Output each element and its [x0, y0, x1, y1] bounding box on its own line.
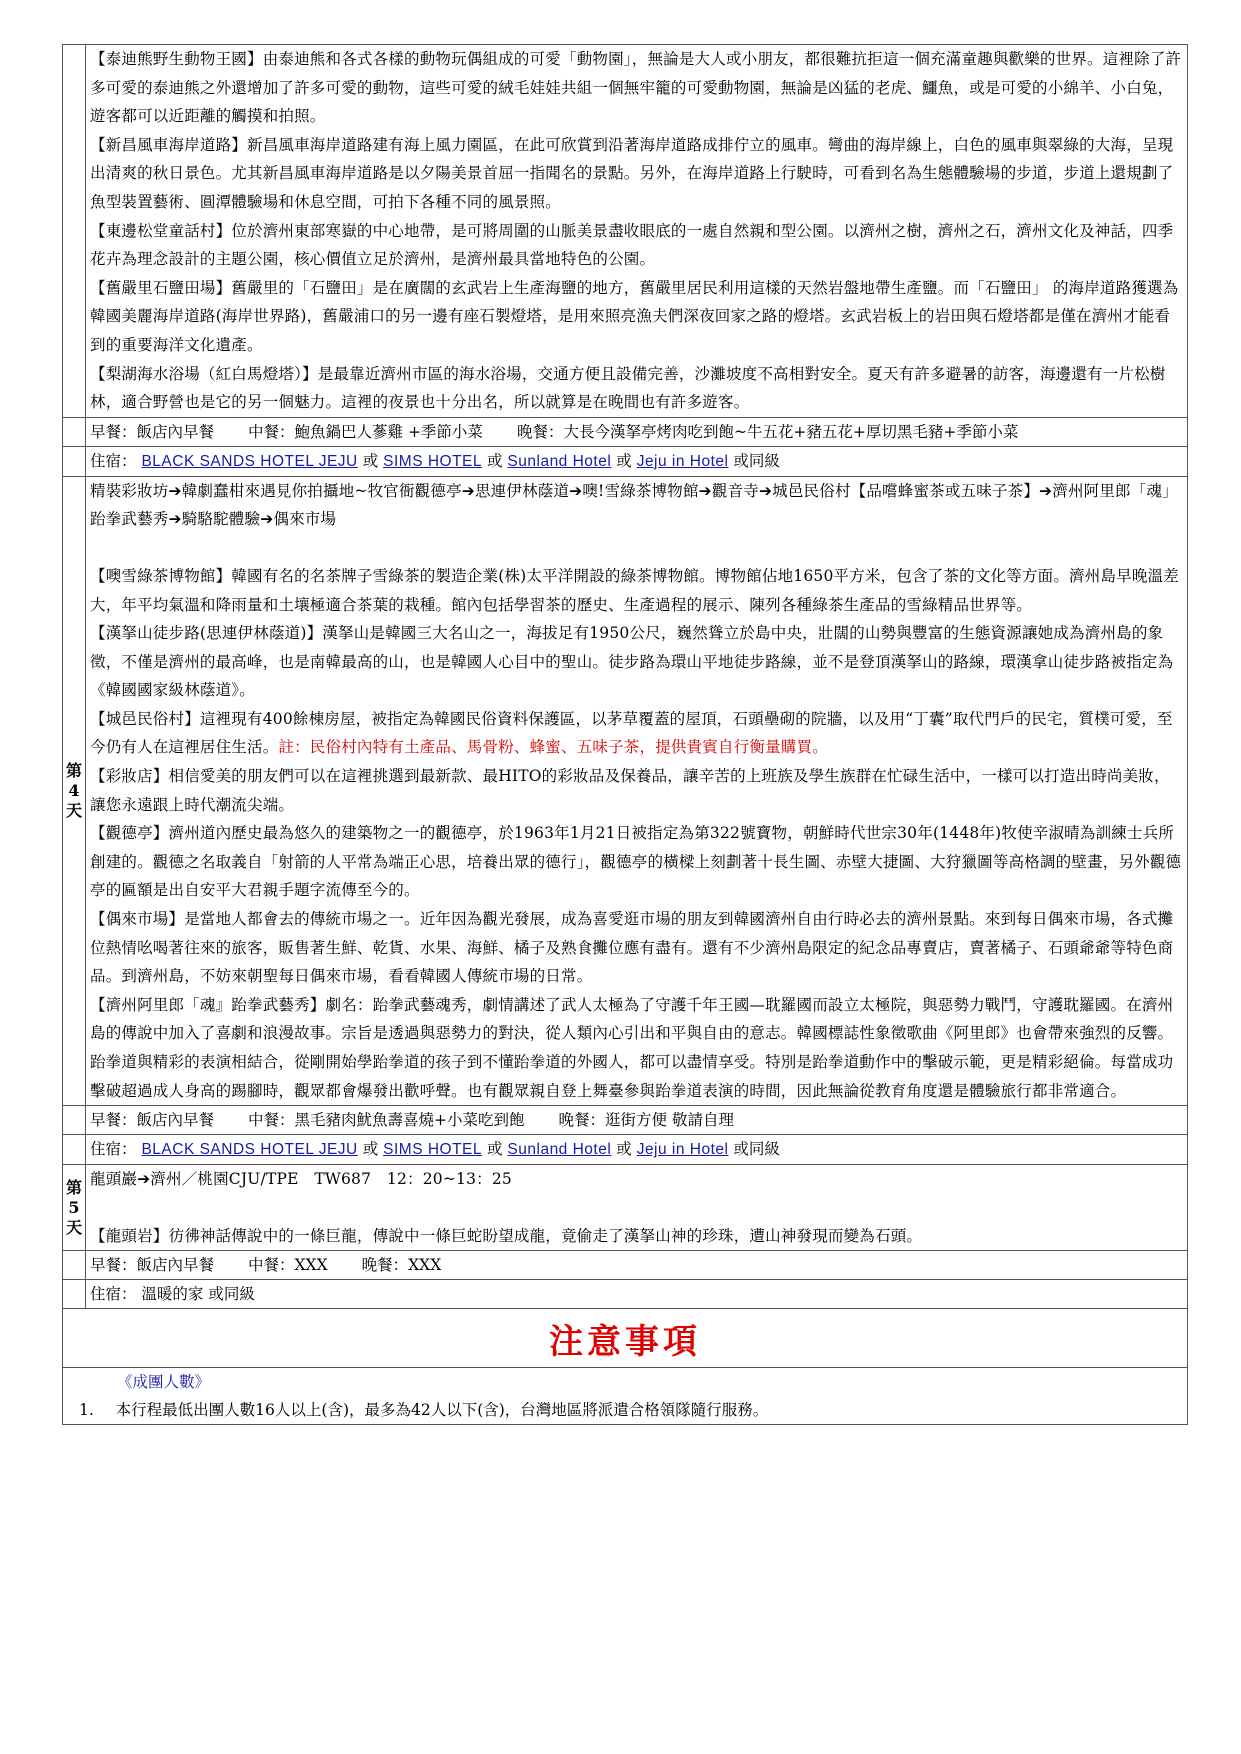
day4-meals — [86, 1106, 1188, 1135]
day5-content-row — [63, 1165, 1188, 1251]
attraction-teddy-bear: 【泰迪熊野生動物王國】由泰迪熊和各式各樣的動物玩偶組成的可愛「動物園」，無論是大人或小朋友，都很難抗拒這一個充滿童趣與歡樂的世界。這裡除了許多可愛的泰迪熊之外還增加了許多可愛的動物，這些可愛的絨毛娃娃共組一個無牢籠的可愛動物園，無論是凶猛的老虎、鱷魚，或是可愛的小綿羊、小白兔，遊客都可以近距離的觸摸和拍照。 — [90, 50, 1182, 126]
day3-content-row — [63, 45, 1188, 418]
day3-meals-row — [63, 417, 1188, 446]
notice-item-1: 1. 本行程最低出團人數16人以上(含)，最多為42人以下(含)，台灣地區將派遣合格領隊隨行服務。 — [79, 1401, 769, 1420]
day5-content — [86, 1165, 1188, 1251]
dinner: 晚餐：大長今漢拏亭烤肉吃到飽~牛五花+豬五花+厚切黑毛豬+季節小菜 — [516, 422, 1019, 441]
hotel-link-jeju-in[interactable]: Jeju in Hotel — [636, 452, 729, 470]
day5-route: 龍頭巖➔濟州／桃園CJU/TPE TW687 12：20~13：25 — [90, 1170, 512, 1189]
day5-meals — [86, 1251, 1188, 1280]
notice-body — [63, 1368, 1188, 1425]
attraction-olle-market: 【偶來市場】是當地人都會去的傳統市場之一。近年因為觀光發展，成為喜愛逛市場的朋友到韓國濟州自由行時必去的濟州景點。來到每日偶來市場，各式攤位熱情吆喝著往來的旅客，販售著生鮮、乾貨、水果、海鮮、橘子及熟食攤位應有盡有。還有不少濟州島限定的紀念品專賣店，賣著橘子、石頭爺爺等特色商品。到濟州島，不妨來朝聖每日偶來市場，看看韓國人傳統市場的日常。 — [90, 910, 1174, 986]
attraction-windmill-coast: 【新昌風車海岸道路】新昌風車海岸道路建有海上風力園區，在此可欣賞到沿著海岸道路成排佇立的風車。彎曲的海岸線上，白色的風車與翠綠的大海，呈現出清爽的秋日景色。尤其新昌風車海岸道路是以夕陽美景首屈一指聞名的景點。另外，在海岸道路上行駛時，可看到名為生態體驗場的步道，步道上還規劃了魚型裝置藝術、圓潭體驗場和休息空間，可拍下各種不同的風景照。 — [90, 135, 1174, 211]
hotel-link-sims[interactable]: SIMS HOTEL — [383, 1141, 483, 1159]
lunch: 中餐：黑毛豬肉魷魚壽喜燒+小菜吃到飽 — [248, 1111, 525, 1130]
attraction-seongeup-village: 【城邑民俗村】這裡現有400餘棟房屋，被指定為韓國民俗資料保護區，以茅草覆蓋的屋頂，石頭壘砌的院牆，以及用“丁囊”取代門戶的民宅，質樸可愛，至今仍有人在這裡居住生活。註：民俗村內特有土產品、馬骨粉、蜂蜜、五味子茶，提供貴賓自行衡量購買。 — [90, 709, 1173, 757]
breakfast: 早餐：飯店內早餐 — [90, 1256, 215, 1275]
attraction-iho-beach: 【梨湖海水浴場（紅白馬燈塔）】是最靠近濟州市區的海水浴場，交通方便且設備完善，沙灘坡度不高相對安全。夏天有許多避暑的訪客，海邊還有一片松樹林，適合野營也是它的另一個魅力。這裡的夜景也十分出名，所以就算是在晚間也有許多遊客。 — [90, 364, 1166, 412]
hotel-link-sunland[interactable]: Sunland Hotel — [507, 452, 612, 470]
day4-route: 精裝彩妝坊➔韓劇蠢柑來遇見你拍攝地~牧官衙觀德亭➔思連伊林蔭道➔噢!雪綠茶博物館➔觀音寺➔城邑民俗村【品嚐蜂蜜茶或五味子茶】➔濟州阿里郎「魂」跆拳武藝秀➔騎駱駝體驗➔偶來市場 — [90, 481, 1178, 529]
attraction-yongduam: 【龍頭岩】彷彿神話傳說中的一條巨龍，傳說中一條巨蛇盼望成龍，竟偷走了漢拏山神的珍珠，遭山神發現而變為石頭。 — [90, 1226, 923, 1245]
hotel-link-sims[interactable]: SIMS HOTEL — [383, 452, 483, 470]
day4-label: 第 4 天 — [63, 476, 86, 1105]
day3-hotel: 住宿： BLACK SANDS HOTEL JEJU 或 SIMS HOTEL 或 Sunland Hotel 或 Jeju in Hotel 或同級 — [86, 446, 1188, 476]
day5-hotel-row — [63, 1280, 1188, 1309]
day4-content — [86, 476, 1188, 1105]
attraction-taekwondo-show: 【濟州阿里郎「魂』跆拳武藝秀】劇名：跆拳武藝魂秀，劇情講述了武人太極為了守護千年王國—耽羅國而設立太極院，與惡勢力戰鬥，守護耽羅國。在濟州島的傳說中加入了喜劇和浪漫故事。宗旨是透過與惡勢力的對決，從人類內心引出和平與自由的意志。韓國標誌性象徵歌曲《阿里郎》也會帶來強烈的反響。跆拳道與精彩的表演相結合，從剛開始學跆拳道的孩子到不懂跆拳道的外國人，都可以盡情享受。特別是跆拳道動作中的擊破示範，更是精彩絕倫。每當成功擊破超過成人身高的踢腳時，觀眾都會爆發出歡呼聲。也有觀眾親自登上舞臺參與跆拳道表演的時間，因此無論從教育角度還是體驗旅行都非常適合。 — [90, 995, 1174, 1100]
attraction-gwandeokjeong: 【觀德亭】濟州道內歷史最為悠久的建築物之一的觀德亭，於1963年1月21日被指定為第322號寶物，朝鮮時代世宗30年(1448年)牧使辛淑晴為訓練士兵所創建的。觀德之名取義自「射箭的人平常為端正心思，培養出眾的德行」，觀德亭的橫樑上刻劃著十長生圖、赤壁大捷圖、大狩獵圖等高格調的壁畫，另外觀德亭的匾額是出自安平大君親手題字流傳至今的。 — [90, 824, 1182, 900]
day5-meals-row — [63, 1251, 1188, 1280]
hotel-link-jeju-in[interactable]: Jeju in Hotel — [636, 1141, 729, 1159]
attraction-salt-field: 【舊嚴里石鹽田場】舊嚴里的「石鹽田」是在廣闊的玄武岩上生產海鹽的地方，舊嚴里居民利用這樣的天然岩盤地帶生產鹽。而「石鹽田」 的海岸道路獲選為韓國美麗海岸道路(海岸世界路)，舊嚴浦口的另一邊有座石製燈塔，是用來照亮漁夫們深夜回家之路的燈塔。玄武岩板上的岩田與石燈塔都是僅在濟州才能看到的重要海洋文化遺產。 — [90, 278, 1179, 354]
day4-hotel: 住宿： BLACK SANDS HOTEL JEJU 或 SIMS HOTEL 或 Sunland Hotel 或 Jeju in Hotel 或同級 — [86, 1135, 1188, 1165]
notice-title: 注意事項 — [549, 1321, 701, 1362]
day3-label-cell — [63, 45, 86, 418]
notice-body-row — [63, 1368, 1188, 1425]
day4-content-row — [63, 476, 1188, 1105]
day4-hotel-row — [63, 1135, 1188, 1165]
day3-meals — [86, 417, 1188, 446]
attraction-osulloc: 【噢雪綠茶博物館】韓國有名的名茶牌子雪綠茶的製造企業(株)太平洋開設的綠茶博物館。博物館佔地1650平方米，包含了茶的文化等方面。濟州島早晚溫差大，年平均氣溫和降雨量和土壤極適合茶葉的栽種。館內包括學習茶的歷史、生產過程的展示、陳列各種綠茶生產品的雪綠精品世界等。 — [90, 566, 1179, 614]
hotel-link-black-sands[interactable]: BLACK SANDS HOTEL JEJU — [141, 1141, 358, 1159]
day5-label: 第 5 天 — [63, 1165, 86, 1251]
day3-hotel-row — [63, 446, 1188, 476]
itinerary-page — [62, 44, 1188, 1425]
shopping-note: 註：民俗村內特有土產品、馬骨粉、蜂蜜、五味子茶，提供貴賓自行衡量購買。 — [278, 738, 828, 757]
day3-content — [86, 45, 1188, 418]
attraction-hallasan-trail: 【漢拏山徒步路(思連伊林蔭道)】漢拏山是韓國三大名山之一，海拔足有1950公尺，巍然聳立於島中央，壯闊的山勢與豐富的生態資源讓她成為濟州島的象徵，不僅是濟州的最高峰，也是南韓最高的山，也是韓國人心目中的聖山。徒步路為環山平地徒步路線，並不是登頂漢拏山的路線，環漢拿山徒步路被指定為《韓國國家級林蔭道》。 — [90, 624, 1174, 700]
day4-meals-row — [63, 1106, 1188, 1135]
attraction-cosmetics-store: 【彩妝店】相信愛美的朋友們可以在這裡挑選到最新款、最HITO的彩妝品及保養品，讓辛苦的上班族及學生族群在忙碌生活中，一樣可以打造出時尚美妝，讓您永遠跟上時代潮流尖端。 — [90, 767, 1170, 814]
day5-hotel: 住宿： 溫暖的家 或同級 — [86, 1280, 1188, 1309]
dinner: 晚餐：XXX — [361, 1256, 442, 1275]
notice-subtitle: 《成團人數》 — [117, 1373, 211, 1392]
breakfast: 早餐：飯店內早餐 — [90, 422, 215, 441]
hotel-link-black-sands[interactable]: BLACK SANDS HOTEL JEJU — [141, 452, 358, 470]
breakfast: 早餐：飯店內早餐 — [90, 1111, 215, 1130]
dinner: 晚餐：逛街方便 敬請自理 — [558, 1111, 734, 1130]
attraction-songdang-village: 【東邊松堂童話村】位於濟州東部寒嶽的中心地帶，是可將周圍的山脈美景盡收眼底的一處自然親和型公園。以濟州之樹，濟州之石，濟州文化及神話，四季花卉為理念設計的主題公園，核心價值立足於濟州，是濟州最具當地特色的公園。 — [90, 221, 1174, 269]
lunch: 中餐：XXX — [248, 1256, 328, 1275]
hotel-link-sunland[interactable]: Sunland Hotel — [507, 1141, 612, 1159]
notice-title-row — [63, 1309, 1188, 1368]
lunch: 中餐：鮑魚鍋巴人蔘雞 +季節小菜 — [248, 422, 483, 441]
itinerary-table — [62, 44, 1188, 1425]
